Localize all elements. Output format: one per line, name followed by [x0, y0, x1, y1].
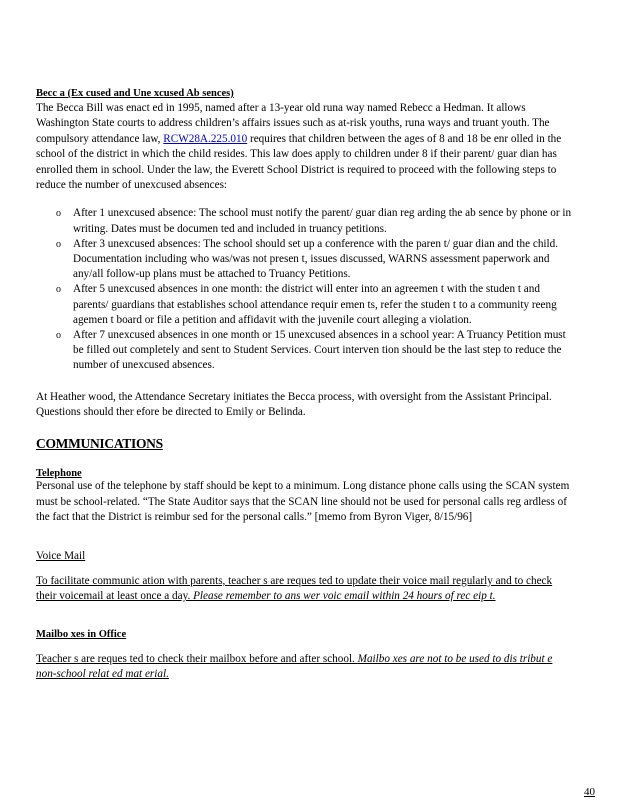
- bullet-icon: o: [56, 284, 61, 296]
- voice-mail-heading: Voice Mail: [36, 549, 86, 562]
- becca-closing: At Heather wood, the Attendance Secretary initiates the Becca process, with oversight from the Assistant Principal. Questions should ther efore be directed to Emily or Belinda.: [36, 390, 552, 419]
- bullet-icon: o: [56, 208, 61, 220]
- list-item: [36, 328, 572, 374]
- step-text: After 5 unexcused absences in one month: the district will enter into an agreemen t with the studen t and parents/ guardians that establishes school attendance requir emen ts, refer the studen t to a community reeng agemen t board or file a petition and affidavit with the juvenile court alleging a violation.: [73, 283, 557, 326]
- mailboxes-emphasis: Mailbo xes are not to be used to dis tribut e non-school relat ed mat erial.: [36, 652, 553, 680]
- becca-intro-before-link: The Becca Bill was enact ed in 1995, named after a 13-year old runa way named Rebecc a Hedman. It allows Washington State courts to address children’s affairs issues such as at-risk youths, runa ways and truant youth. The compulsory attendance law,: [36, 102, 550, 145]
- voice-mail-emphasis: Please remember to ans wer voic email within 24 hours of rec eip t.: [193, 590, 496, 603]
- step-text: After 1 unexcused absence: The school must notify the parent/ guar dian reg arding the ab sence by phone or in writing. Dates must be documen ted and included in truancy petitions.: [73, 207, 572, 235]
- step-text: After 3 unexcused absences: The school should set up a conference with the paren t/ guar dian and the child. Documentation including who was/was not presen t, issues discussed, WARNS assessment paperwork and any/all follow-up plans must be attached to Truancy Petitions.: [73, 237, 559, 281]
- list-item: [36, 206, 572, 236]
- becca-intro: [36, 101, 572, 193]
- page-number: 40: [584, 786, 595, 798]
- document-page: [36, 88, 572, 682]
- voice-mail-text: [36, 574, 572, 605]
- becca-steps-list: [36, 206, 572, 373]
- telephone-text: Personal use of the telephone by staff should be kept to a minimum. Long distance phone calls using the SCAN system must be school-related. “The State Auditor says that the SCAN line should not be used for personal calls reg ardless of the fact that the District is reimbur sed for the personal calls.” [memo from Byron Viger, 8/15/96]: [36, 480, 570, 524]
- rcw-link[interactable]: RCW28A.225.010: [163, 132, 248, 145]
- becca-intro-after-link: requires that children between the ages of 8 and 18 be enr olled in the school of the district in which the child resides. This law does apply to children under 8 if their parent/ guar dian has enrolled them in school. Under the law, the Everett School District is required to proceed with the following steps to reduce the number of unexcused absences:: [36, 132, 562, 192]
- bullet-icon: o: [56, 238, 61, 250]
- step-text: After 7 unexcused absences in one month or 15 unexcused absences in a school year: A Truancy Petition must be filled out completely and sent to Student Services. Court interven tion should be the last step to reduce the number of unexcused absences.: [73, 329, 566, 372]
- mailboxes-heading: Mailbo xes in Office: [36, 628, 127, 640]
- list-item: [36, 237, 572, 283]
- bullet-icon: o: [56, 330, 61, 342]
- becca-heading: Becc a (Ex cused and Une xcused Ab sences): [36, 88, 234, 99]
- list-item: [36, 282, 572, 328]
- mailboxes-body: Teacher s are reques ted to check their mailbox before and after school.: [36, 652, 358, 665]
- mailboxes-text: [36, 652, 572, 683]
- communications-title: COMMUNICATIONS: [36, 436, 163, 452]
- voice-mail-body: To facilitate communic ation with parents, teacher s are reques ted to update their voice mail regularly and to check their voicemail at least once a day.: [36, 574, 553, 603]
- telephone-heading: Telephone: [36, 468, 82, 480]
